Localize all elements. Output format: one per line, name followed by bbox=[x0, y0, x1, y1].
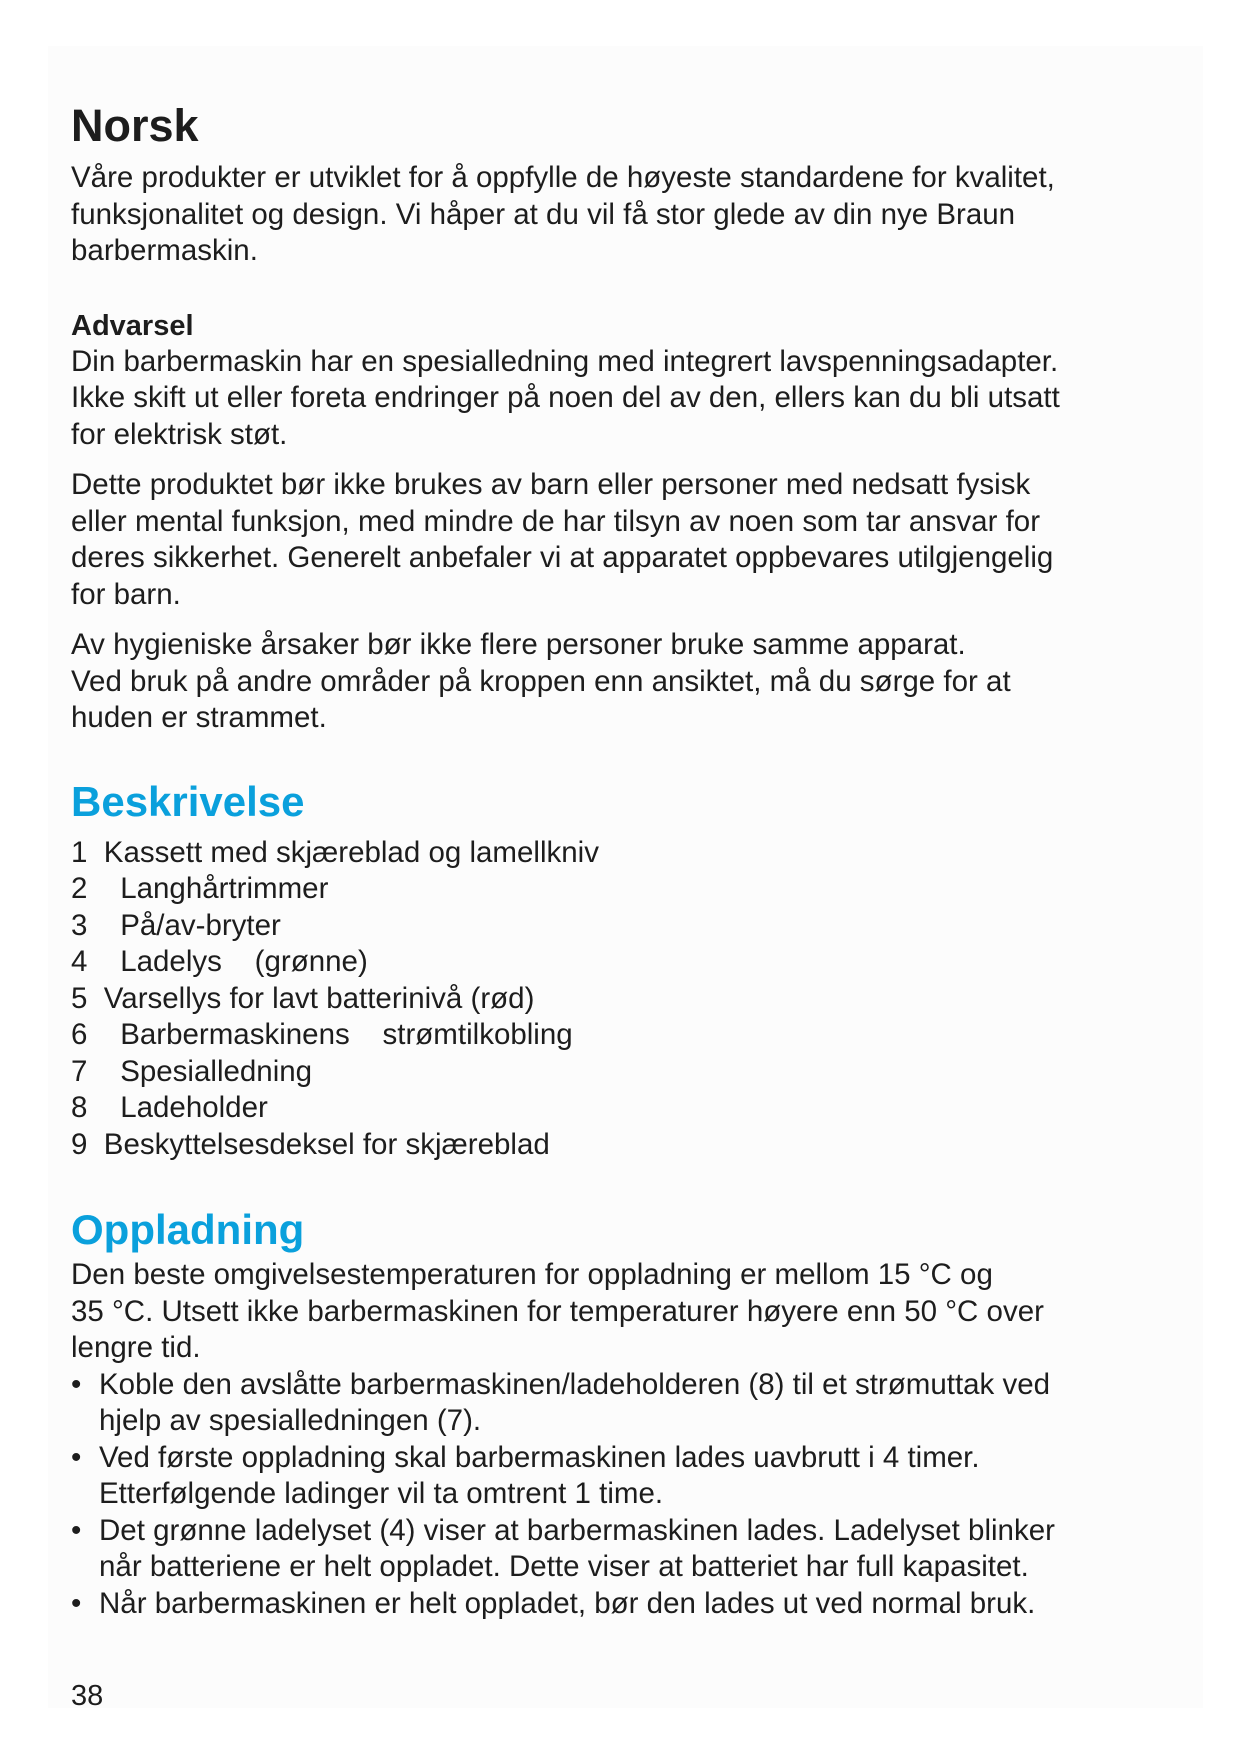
description-heading: Beskrivelse bbox=[71, 777, 305, 825]
bullet-line: Det grønne ladelyset (4) viser at barbermaskinen lades. Ladelyset blinker bbox=[99, 1513, 1055, 1547]
description-item: 1 Kassett med skjæreblad og lamellkniv bbox=[71, 835, 599, 869]
bullet-item bbox=[71, 1367, 1181, 1440]
description-item: 8 Ladeholder bbox=[71, 1091, 268, 1124]
intro-line: barbermaskin. bbox=[71, 234, 258, 267]
bullet-line: Koble den avslåtte barbermaskinen/ladeholderen (8) til et strømuttak ved bbox=[99, 1367, 1051, 1401]
page-title: Norsk bbox=[71, 100, 199, 151]
warning-line: deres sikkerhet. Generelt anbefaler vi at apparatet oppbevares utilgjengelig bbox=[71, 541, 1054, 574]
charging-bullets bbox=[71, 1367, 1181, 1623]
intro-paragraph bbox=[71, 160, 1181, 270]
warning-line: Ikke skift ut eller foreta endringer på noen del av den, ellers kan du bli utsatt bbox=[71, 381, 1060, 414]
charging-heading: Oppladning bbox=[71, 1206, 305, 1253]
description-item: 5 Varsellys for lavt batterinivå (rød) bbox=[71, 981, 535, 1015]
bullet-icon: • bbox=[71, 1367, 82, 1401]
description-item: 6 Barbermaskinens strømtilkobling bbox=[71, 1018, 573, 1051]
warning-heading: Advarsel bbox=[71, 309, 194, 342]
warning-paragraph-1 bbox=[71, 344, 1181, 454]
page-number: 38 bbox=[71, 1680, 104, 1712]
warning-line: eller mental funksjon, med mindre de har tilsyn av noen som tar ansvar for bbox=[71, 504, 1041, 538]
description-item: 3 På/av-bryter bbox=[71, 908, 281, 942]
warning-line: for elektrisk støt. bbox=[71, 417, 288, 451]
bullet-icon: • bbox=[71, 1586, 82, 1620]
content bbox=[71, 96, 1181, 1622]
intro-line: funksjonalitet og design. Vi håper at du vil få stor glede av din nye Braun bbox=[71, 197, 1016, 231]
warning-line: huden er strammet. bbox=[71, 701, 327, 734]
bullet-line: Etterfølgende ladinger vil ta omtrent 1 time. bbox=[99, 1477, 664, 1510]
charging-line: Den beste omgivelsestemperaturen for oppladning er mellom 15 °C og bbox=[71, 1258, 993, 1291]
charging-line: 35 °C. Utsett ikke barbermaskinen for temperaturer høyere enn 50 °C over bbox=[71, 1294, 1044, 1328]
bullet-line: hjelp av spesialledningen (7). bbox=[99, 1404, 482, 1437]
warning-line: Av hygieniske årsaker bør ikke flere personer bruke samme apparat. bbox=[71, 628, 966, 661]
warning-paragraph-3 bbox=[71, 627, 1181, 737]
bullet-line: Når barbermaskinen er helt oppladet, bør den lades ut ved normal bruk. bbox=[99, 1586, 1036, 1620]
bullet-item bbox=[71, 1440, 1181, 1513]
bullet-item bbox=[71, 1513, 1181, 1586]
bullet-item bbox=[71, 1586, 1181, 1623]
bullet-icon: • bbox=[71, 1440, 82, 1474]
warning-line: Din barbermaskin har en spesialledning med integrert lavspenningsadapter. bbox=[71, 344, 1059, 378]
description-item: 2 Langhårtrimmer bbox=[71, 872, 329, 905]
charging-line: lengre tid. bbox=[71, 1331, 201, 1364]
description-item: 7 Spesialledning bbox=[71, 1054, 313, 1088]
bullet-line: Ved første oppladning skal barbermaskinen lades uavbrutt i 4 timer. bbox=[99, 1440, 980, 1474]
description-item: 4 Ladelys (grønne) bbox=[71, 945, 368, 978]
bullet-icon: • bbox=[71, 1513, 82, 1547]
warning-line: Ved bruk på andre områder på kroppen enn ansiktet, må du sørge for at bbox=[71, 664, 1011, 698]
warning-line: for barn. bbox=[71, 577, 181, 611]
warning-paragraph-2 bbox=[71, 467, 1181, 613]
intro-line: Våre produkter er utviklet for å oppfylle de høyeste standardene for kvalitet, bbox=[71, 161, 1055, 194]
description-list bbox=[71, 835, 1181, 1164]
bullet-line: når batteriene er helt oppladet. Dette viser at batteriet har full kapasitet. bbox=[99, 1550, 1029, 1583]
charging-intro bbox=[71, 1257, 1181, 1367]
description-item: 9 Beskyttelsesdeksel for skjæreblad bbox=[71, 1127, 550, 1161]
warning-line: Dette produktet bør ikke brukes av barn eller personer med nedsatt fysisk bbox=[71, 468, 1031, 501]
